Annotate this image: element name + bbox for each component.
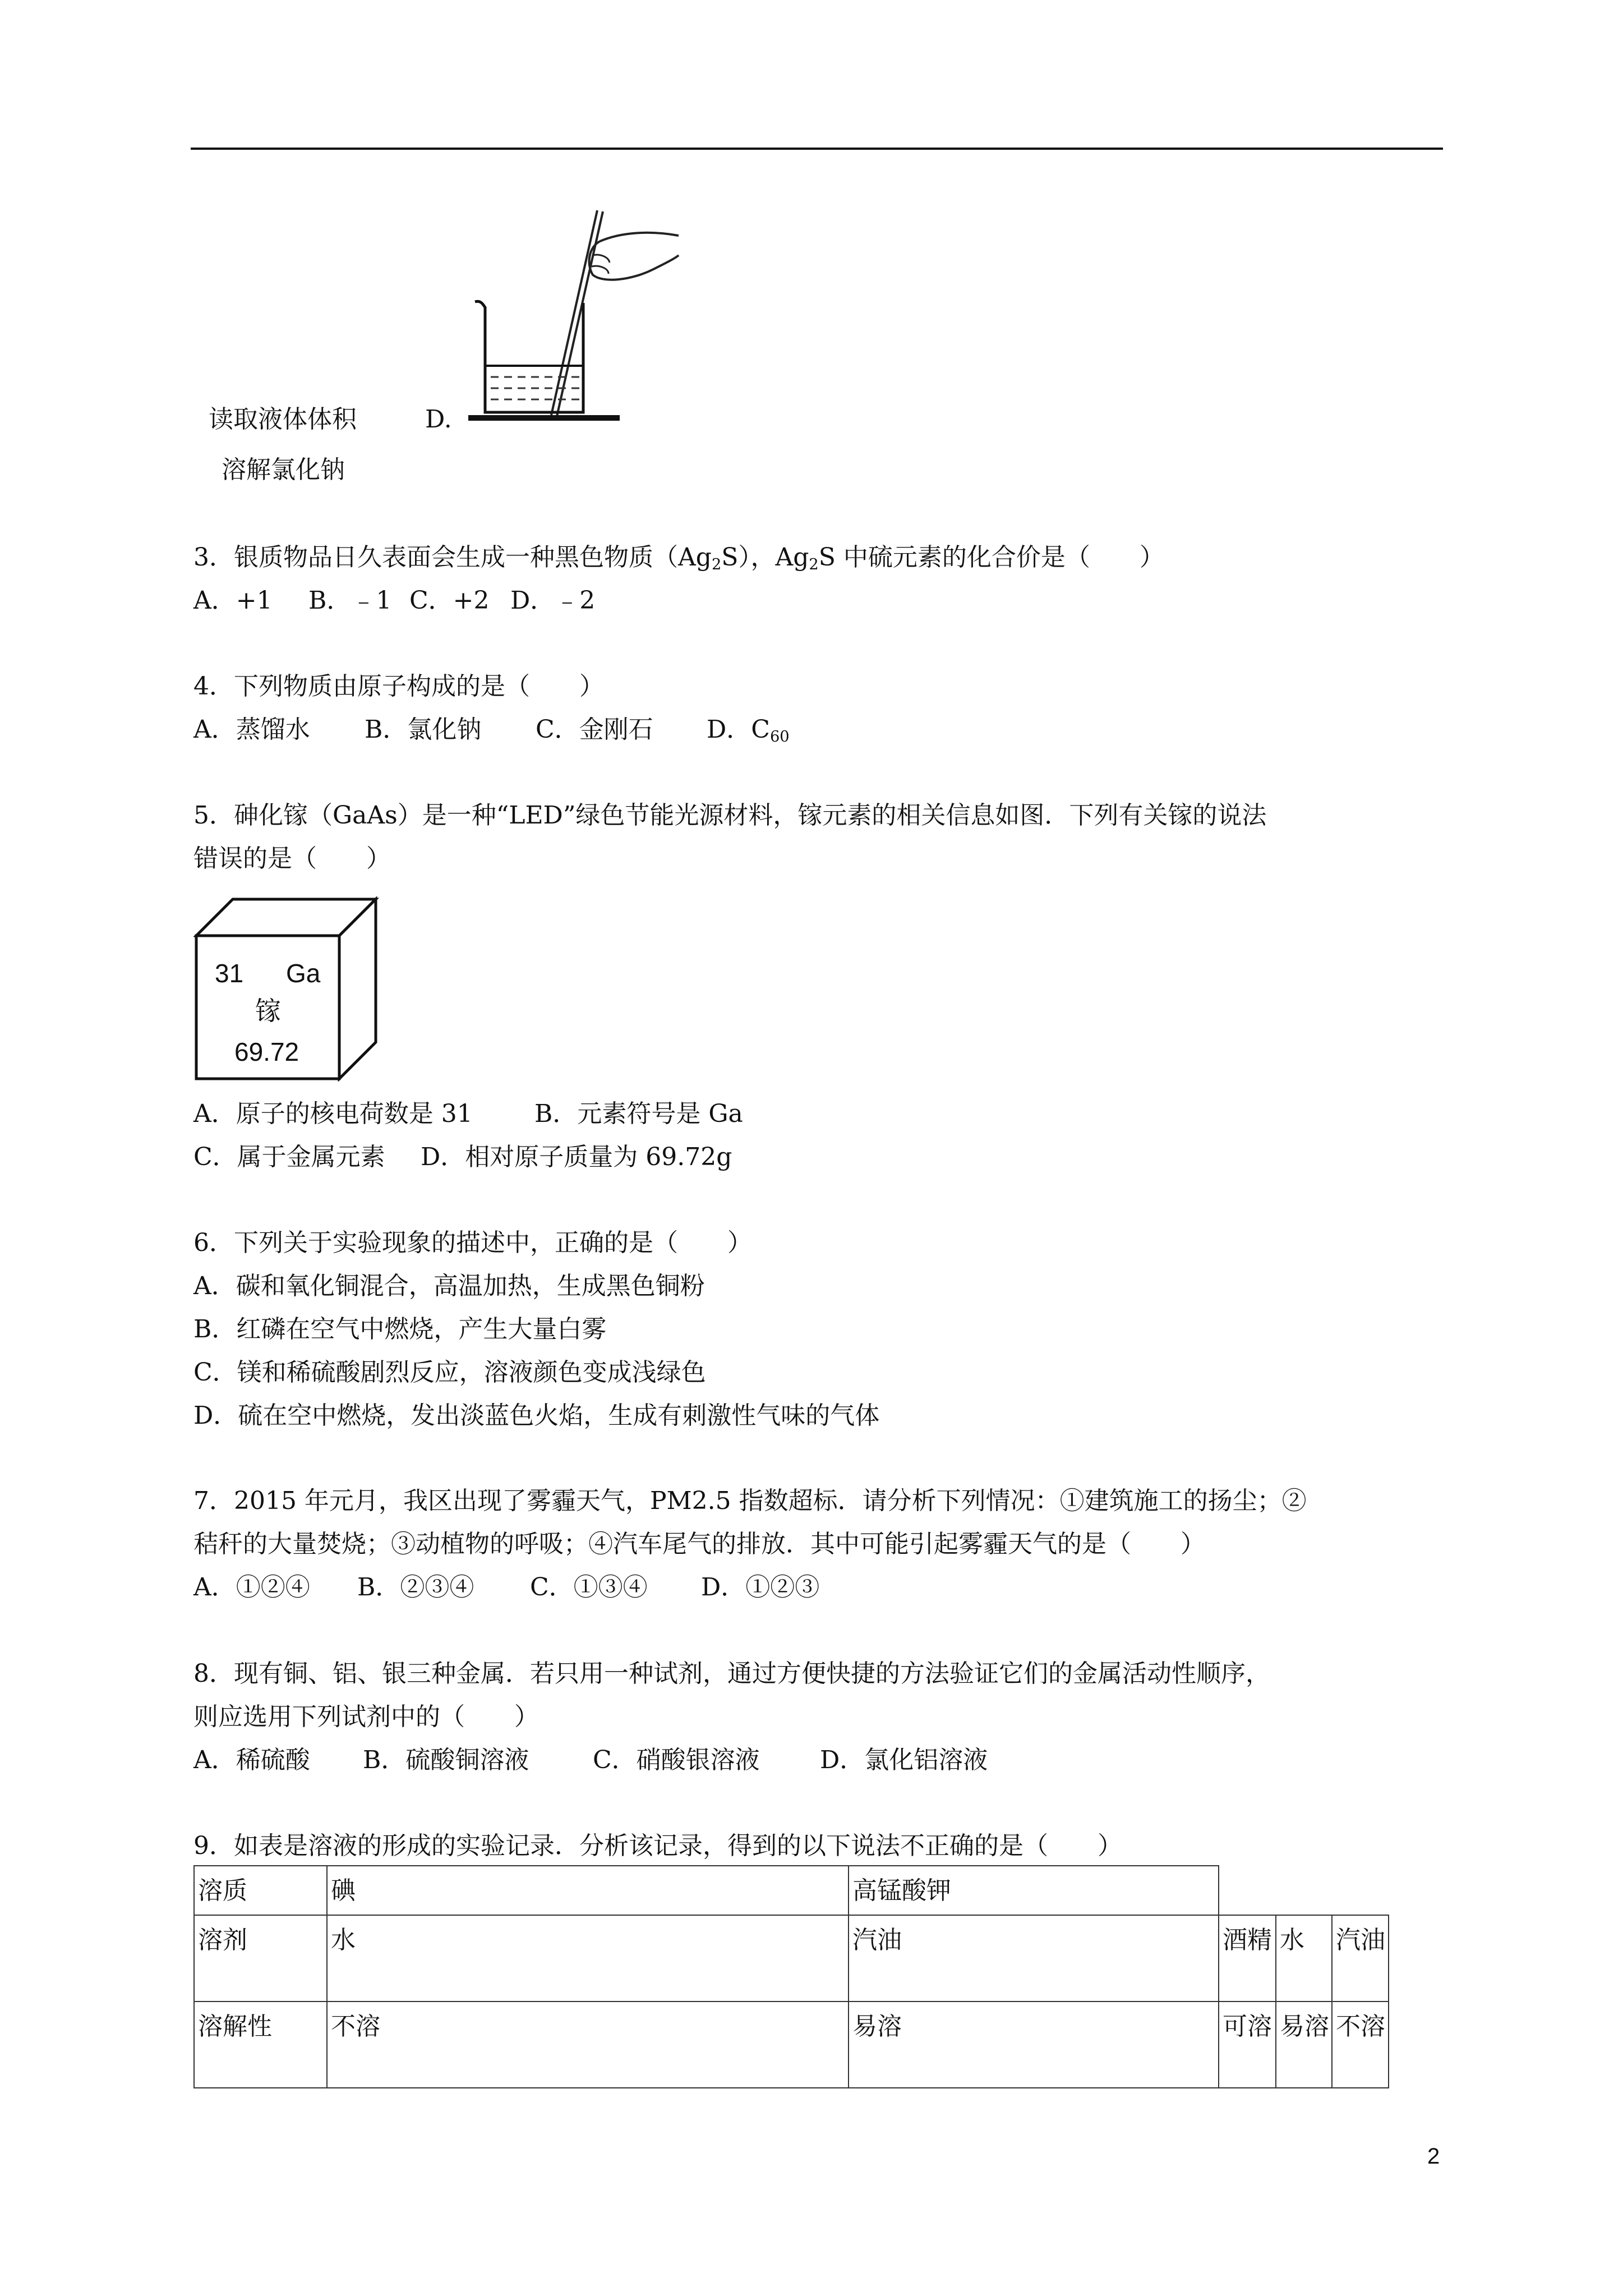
cell-solvent-5: 汽油 (1332, 1915, 1389, 2001)
option-c: C．+2 (409, 586, 490, 615)
option-d-letter: D. (425, 405, 452, 434)
cell-solubility-4: 易溶 (1276, 2001, 1332, 2088)
table-row-solvent (194, 1915, 1389, 2001)
option-c: C．①③④ (530, 1573, 648, 1602)
cell-solubility-5: 不溶 (1332, 2001, 1389, 2088)
option-b: B．﹣1 (308, 586, 392, 615)
option-c: C．属于金属元素 (193, 1143, 385, 1171)
option-d: D．相对原子质量为 69.72g (421, 1143, 732, 1171)
question-5-options-line2 (193, 1143, 732, 1172)
option-c: C．金刚石 (536, 715, 653, 744)
solution-experiment-table (193, 1865, 1389, 2088)
element-name: 镓 (255, 996, 281, 1026)
question-3-options (193, 586, 595, 616)
option-a: A．+1 (193, 586, 273, 615)
page-number: 2 (1427, 2144, 1440, 2169)
option-c-text: 读取液体体积 (209, 405, 357, 434)
question-7-stem-line2: 秸秆的大量焚烧；③动植物的呼吸；④汽车尾气的排放．其中可能引起雾霾天气的是（ ） (193, 1530, 1205, 1558)
element-atomic-mass: 69.72 (234, 1037, 299, 1066)
cell-solvent-2: 汽油 (849, 1915, 1219, 2001)
question-5-options-line1 (193, 1099, 743, 1129)
beaker-stirring-illustration (468, 202, 681, 438)
question-8-stem-line1: 8．现有铜、铝、银三种金属．若只用一种试剂，通过方便快捷的方法验证它们的金属活动性顺序， (193, 1659, 1270, 1688)
question-3-stem: 3．银质物品日久表面会生成一种黑色物质$(Ag_2S)$，$Ag_2S$ 中硫元素的化合价是（ ） (193, 543, 1164, 573)
option-d: D．①②③ (701, 1573, 820, 1602)
question-6-stem: 6．下列关于实验现象的描述中，正确的是（ ） (193, 1228, 752, 1257)
question-5-stem-line1: 5．砷化镓（GaAs）是一种“LED”绿色节能光源材料，镓元素的相关信息如图．下列有关镓的说法 (193, 801, 1267, 830)
question-6-option-b: B．红磷在空气中燃烧，产生大量白雾 (193, 1315, 607, 1343)
cell-iodine: 碘 (327, 1866, 849, 1915)
header-rule (191, 148, 1443, 150)
option-b: B．硫酸铜溶液 (363, 1746, 529, 1774)
question-8-stem-line2: 则应选用下列试剂中的（ ） (193, 1703, 539, 1731)
question-6-option-d: D．硫在空中燃烧，发出淡蓝色火焰，生成有刺激性气味的气体 (193, 1401, 880, 1430)
question-4-options (193, 715, 790, 745)
question-5-stem-line2: 错误的是（ ） (193, 844, 391, 873)
option-a: A．①②④ (193, 1573, 310, 1602)
question-6-option-c: C．镁和稀硫酸剧烈反应，溶液颜色变成浅绿色 (193, 1358, 706, 1387)
element-atomic-number: 31 (215, 959, 244, 988)
question-9-stem: 9．如表是溶液的形成的实验记录．分析该记录，得到的以下说法不正确的是（ ） (193, 1832, 1122, 1860)
option-d: D．﹣2 (510, 586, 596, 615)
cell-potassium-permanganate: 高锰酸钾 (849, 1866, 1219, 1915)
option-a: A．蒸馏水 (193, 715, 310, 744)
question-4-stem: 4．下列物质由原子构成的是（ ） (193, 672, 604, 701)
question-8-options (193, 1746, 988, 1775)
option-d-caption: 溶解氯化钠 (222, 455, 345, 484)
cell-solubility-2: 易溶 (849, 2001, 1219, 2088)
option-b: B．氯化钠 (365, 715, 482, 744)
cell-solute-label: 溶质 (194, 1866, 327, 1915)
option-a: A．稀硫酸 (193, 1746, 310, 1774)
cell-solubility-1: 不溶 (327, 2001, 849, 2088)
cell-solvent-label: 溶剂 (194, 1915, 327, 2001)
option-a: A．原子的核电荷数是 31 (193, 1099, 473, 1128)
option-d: D．$C_{60}$ (707, 715, 790, 746)
cell-solvent-1: 水 (327, 1915, 849, 2001)
question-6-option-a: A．碳和氧化铜混合，高温加热，生成黑色铜粉 (193, 1272, 705, 1300)
option-b: B．②③④ (357, 1573, 474, 1602)
cell-solubility-label: 溶解性 (194, 2001, 327, 2088)
cell-solvent-4: 水 (1276, 1915, 1332, 2001)
cell-solubility-3: 可溶 (1219, 2001, 1276, 2088)
cell-solvent-3: 酒精 (1219, 1915, 1276, 2001)
table-row-solubility (194, 2001, 1389, 2088)
option-b: B．元素符号是 Ga (534, 1099, 743, 1128)
question-7-stem-line1: 7．2015 年元月，我区出现了雾霾天气，PM2.5 指数超标．请分析下列情况：①建筑施工的扬尘；② (193, 1487, 1307, 1515)
option-c: C．硝酸银溶液 (593, 1746, 760, 1774)
question-7-options (193, 1573, 819, 1603)
table-row-solute (194, 1866, 1389, 1915)
option-d: D．氯化铝溶液 (820, 1746, 988, 1774)
cell-empty (1219, 1866, 1389, 1915)
element-symbol: Ga (286, 959, 321, 988)
